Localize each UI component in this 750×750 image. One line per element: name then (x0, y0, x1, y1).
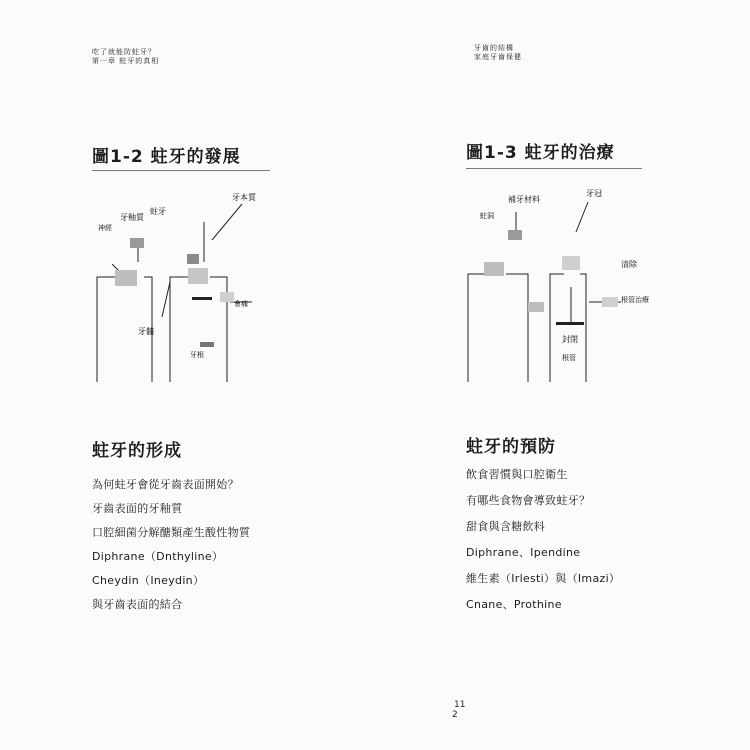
header-left-line1: 吃了就能防蛀牙？ (92, 48, 156, 56)
label-enamel: 牙釉質 (120, 213, 144, 222)
section-right-paragraph-4: Diphrane、Ipendine (466, 546, 581, 559)
label-nerve: 神經 (98, 224, 112, 232)
section-left-paragraph-1: 為何蛀牙會從牙齒表面開始？ (92, 478, 239, 491)
figure-right-diagram (466, 182, 661, 387)
figure-left-title: 圖1-2 蛀牙的發展 (92, 147, 241, 167)
label-decay: 蛀牙 (150, 207, 166, 216)
label-seal: 封閉 (562, 335, 578, 344)
label-filling: 補牙材料 (508, 195, 540, 204)
label-pain: 會痛 (234, 300, 248, 308)
pulp-mark (200, 342, 214, 347)
section-left-paragraph-4: Diphrane（Dnthyline） (92, 550, 224, 563)
treat-spot-3 (508, 230, 522, 240)
figure-left-rule (92, 170, 270, 171)
figure-right-rule (466, 168, 642, 169)
section-right-paragraph-1: 飲食習慣與口腔衛生 (466, 468, 568, 481)
figure-left-diagram (92, 182, 282, 387)
decay-spot-3 (130, 238, 144, 248)
section-left-body (92, 478, 282, 622)
section-right-paragraph-6: Cnane、Prothine (466, 598, 562, 611)
figure-right-title: 圖1-3 蛀牙的治療 (466, 143, 615, 163)
page-number-small: 2 (452, 710, 458, 720)
section-left-paragraph-2: 牙齒表面的牙釉質 (92, 502, 183, 515)
seal-mark (556, 322, 584, 325)
page-number (452, 700, 465, 720)
treat-spot-4 (528, 302, 544, 312)
label-treat: 根管治療 (621, 296, 649, 304)
section-left-paragraph-6: 與牙齒表面的結合 (92, 598, 183, 611)
page-number-main: 11 (454, 700, 466, 710)
label-root: 牙根 (190, 351, 204, 359)
label-pulp: 牙髓 (138, 327, 154, 336)
label-crown: 牙冠 (586, 189, 602, 198)
section-right-paragraph-5: 維生素（Irlesti）與（Imazi） (466, 572, 621, 585)
treat-spot-5 (602, 297, 618, 307)
header-left-line2: 第一章 蛀牙的真相 (92, 57, 160, 65)
section-left-paragraph-3: 口腔細菌分解醣類產生酸性物質 (92, 526, 251, 539)
section-left-paragraph-5: Cheydin（Ineydin） (92, 574, 205, 587)
header-right (474, 44, 634, 62)
header-right-line2: 家庭牙齒保健 (474, 53, 522, 61)
label-cavity: 蛀洞 (480, 212, 494, 220)
header-left (92, 48, 252, 66)
decay-spot-5 (220, 292, 234, 302)
label-dentin: 牙本質 (232, 193, 256, 202)
section-right-paragraph-2: 有哪些食物會導致蛀牙？ (466, 494, 591, 507)
treat-spot-2 (562, 256, 580, 270)
section-left-heading: 蛀牙的形成 (92, 441, 182, 461)
section-right-paragraph-3: 甜食與含糖飲料 (466, 520, 546, 533)
label-clean: 清除 (621, 260, 637, 269)
section-right-heading: 蛀牙的預防 (466, 437, 556, 457)
decay-spot-4 (187, 254, 199, 264)
decay-spot-2 (188, 268, 208, 284)
header-right-line1: 牙齒的結構 (474, 44, 514, 52)
treat-spot-1 (484, 262, 504, 276)
section-right-body (466, 468, 656, 624)
nerve-mark (192, 297, 212, 300)
decay-spot-1 (115, 270, 137, 286)
label-canal: 根管 (562, 354, 576, 362)
